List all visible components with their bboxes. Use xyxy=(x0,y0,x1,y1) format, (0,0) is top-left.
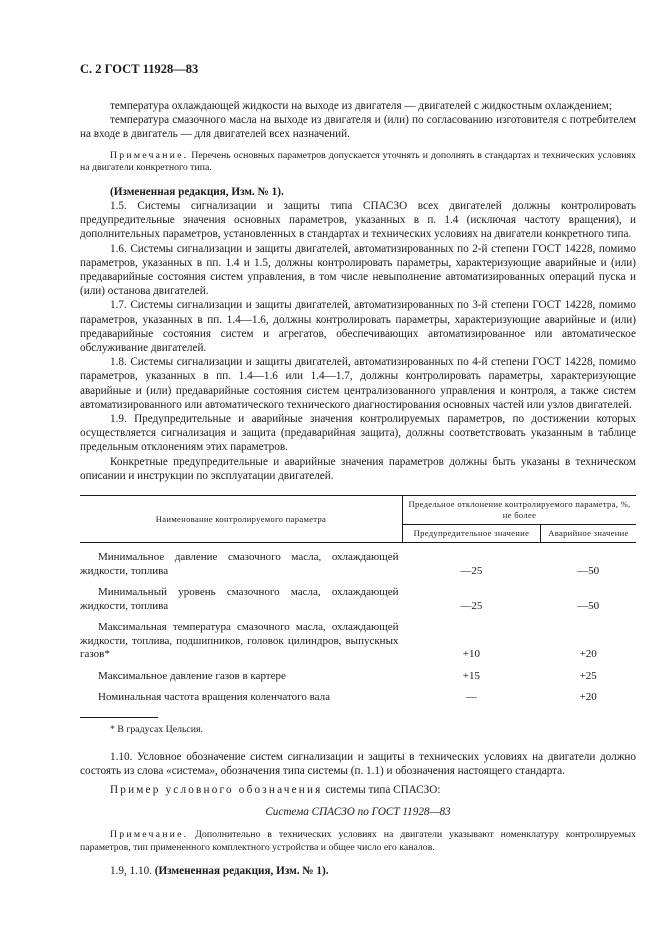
row-alarm-value: —50 xyxy=(577,599,600,612)
footnote: * В градусах Цельсия. xyxy=(110,723,203,735)
example-text: системы типа СПАСЗО: xyxy=(322,783,441,796)
column-header-alarm: Аварийное значение xyxy=(540,525,636,543)
table-row xyxy=(80,664,636,686)
row-warning-value: — xyxy=(465,691,477,704)
row-warning-value: +10 xyxy=(462,648,481,661)
paragraph-1-9-values: Конкретные предупредительные и аварийные значения параметров должны быть указаны в техническом описании и инструкции по эксплуатации двигателей. xyxy=(80,455,636,482)
revision-note: (Измененная редакция, Изм. № 1). xyxy=(110,185,284,198)
column-header-warning: Предупредительное значение xyxy=(402,525,540,543)
paragraph-1-9: 1.9. Предупредительные и аварийные значения контролируемых параметров, по достижении которых осуществляется сигнализация и защита (предаварийная защита), должны соответствовать указанным в таблице предельным отклонениям этих параметров. xyxy=(80,413,636,454)
note-label: Примечание. xyxy=(110,828,189,840)
revision-note-final xyxy=(80,864,636,878)
row-alarm-value: +20 xyxy=(579,691,597,704)
row-name: Минимальное давление смазочного масла, охлаждающей жидкости, топлива xyxy=(80,551,399,577)
row-name: Максимальное давление газов в картере xyxy=(98,669,286,682)
example-label: Пример условного обозначения xyxy=(110,783,323,796)
example-designation: Система СПАСЗО по ГОСТ 11928—83 xyxy=(265,805,451,818)
page-header: С. 2 ГОСТ 11928—83 xyxy=(80,62,199,76)
table-row xyxy=(80,685,636,707)
document-page xyxy=(80,62,636,878)
paragraph-1-8: 1.8. Системы сигнализации и защиты двигателей, автоматизированных по 4-й степени ГОСТ 14228, помимо параметров, указанных в пп. 1.4—1.6 или 1.4—1.7, должны контролировать параметры, характеризующие аварийные и (или) предаварийные состояния систем централизованного управления и контроля, а также систем автоматизированного или автоматического технического диагностирования основных частей или узлов двигателей. xyxy=(80,356,636,411)
table-header-row xyxy=(80,496,636,525)
note-technical-conditions xyxy=(80,829,636,854)
note-parameters xyxy=(80,150,636,175)
row-alarm-value: +25 xyxy=(579,669,597,682)
revision-prefix: 1.9, 1.10. xyxy=(110,865,155,878)
paragraph-1-5: 1.5. Системы сигнализации и защиты типа СПАСЗО всех двигателей должны контролировать предупредительные значения основных параметров, указанных в п. 1.4 (исключая частоту вращения), и дополнительных параметров, установленных в стандартах и технических условиях на двигатели конкретного типа. xyxy=(80,200,636,241)
revision-text: (Измененная редакция, Изм. № 1). xyxy=(154,865,329,878)
paragraph-coolant-temperature: температура охлаждающей жидкости на выходе из двигателя — двигателей с жидкостным охлаждением; xyxy=(110,100,612,112)
row-name: Максимальная температура смазочного масла, охлаждающей жидкости, топлива, подшипников, головок цилиндров, выпускных газов* xyxy=(80,621,399,661)
note-text: Дополнительно в технических условиях на двигатели указывают номенклатуру контролируемых параметров, тип примененного комплектного устройства и общее число его каналов. xyxy=(80,828,636,853)
footnote-rule xyxy=(80,717,158,718)
paragraph-1-10: 1.10. Условное обозначение систем сигнализации и защиты в технических условиях на двигатели должно состоять из слова «система», обозначения типа системы (п. 1.1) и обозначения настоящего стандарта. xyxy=(80,751,636,778)
note-text: Перечень основных параметров допускается уточнять и дополнять в стандартах и технических условиях на двигатели конкретного типа. xyxy=(80,149,636,174)
row-warning-value: +15 xyxy=(462,669,481,682)
row-alarm-value: —50 xyxy=(577,564,600,577)
table-row xyxy=(80,543,636,581)
note-label: Примечание. xyxy=(110,149,189,161)
column-header-name: Наименование контролируемого параметра xyxy=(80,496,402,543)
column-header-group: Предельное отклонение контролируемого параметра, %, не более xyxy=(402,496,636,525)
example-line xyxy=(80,783,636,797)
row-warning-value: —25 xyxy=(460,599,483,612)
row-warning-value: —25 xyxy=(460,564,483,577)
table-row xyxy=(80,580,636,615)
paragraph-oil-temperature: температура смазочного масла на выходе из двигателя и (или) по согласованию изготовителя с потребителем на входе в двигатель — для двигателей всех назначений. xyxy=(80,114,636,141)
row-alarm-value: +20 xyxy=(579,648,597,661)
parameters-table xyxy=(80,495,636,707)
table-row xyxy=(80,615,636,664)
paragraph-1-6: 1.6. Системы сигнализации и защиты двигателей, автоматизированных по 2-й степени ГОСТ 14228, помимо параметров, указанных в пп. 1.4 и 1.5, должны контролировать параметры, характеризующие аварийные и (или) предаварийные состояния систем управления, в том числе невыполнение автоматизированных операций пуска и (или) останова двигателей. xyxy=(80,242,636,298)
paragraph-1-7: 1.7. Системы сигнализации и защиты двигателей, автоматизированных по 3-й степени ГОСТ 14228, помимо параметров, указанных в пп. 1.4—1.6, должны контролировать параметры, характеризующие аварийные и (или) предаварийные состояния систем и агрегатов, обеспечивающих автоматизированное или автоматическое обслуживание двигателей. xyxy=(80,299,636,355)
row-name: Номинальная частота вращения коленчатого вала xyxy=(98,691,331,704)
row-name: Минимальный уровень смазочного масла, охлаждающей жидкости, топлива xyxy=(80,586,399,612)
